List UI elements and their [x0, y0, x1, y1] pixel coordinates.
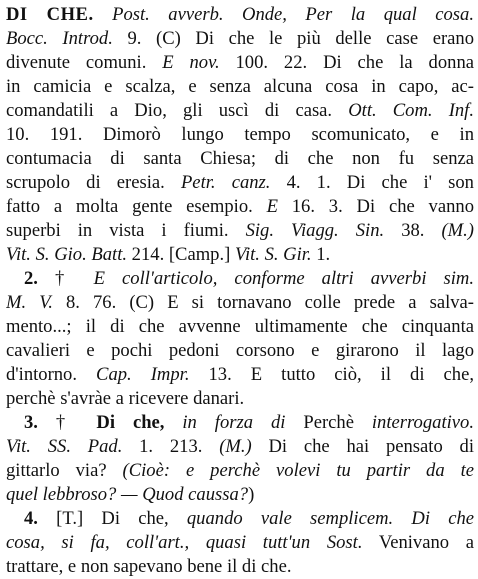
entry-text: superbi in vista i fiumi.: [6, 220, 246, 241]
entry-text: Venivano a: [362, 532, 474, 553]
entry-text: 1.: [311, 244, 331, 265]
citation-italic: Petr. canz.: [180, 172, 271, 193]
citation-italic: E: [266, 196, 278, 217]
citation-italic: Vit. S. Gio. Batt.: [6, 244, 128, 265]
entry-text: 10. 191. Dimorò lungo tempo scomunicato, e in: [6, 124, 474, 145]
citation-italic: quando vale semplicem. Di che: [186, 508, 474, 529]
entry-text: Di che hai pensato di: [251, 436, 474, 457]
citation-italic: e perchè volevi tu partir da te: [186, 460, 474, 481]
entry-text: 8. 76. (C) E si tornavano colle prede a salva-: [52, 292, 474, 313]
entry-line: [6, 339, 474, 363]
entry-text: †: [54, 268, 94, 289]
entry-line: [6, 531, 474, 555]
entry-text: ): [248, 484, 255, 505]
entry-line: [6, 147, 474, 171]
citation-italic: interrogativo.: [371, 412, 474, 433]
citation-italic: cosa, si fa, coll'art., quasi tutt'un Sost.: [6, 532, 363, 553]
citation-italic: in forza di: [182, 412, 286, 433]
entry-line: [6, 411, 474, 435]
entry-text: divenute comuni.: [6, 52, 163, 73]
sense-number: Di che,: [96, 412, 165, 433]
entry-line: [6, 291, 474, 315]
citation-italic: Ott. Com. Inf.: [348, 100, 474, 121]
entry-text: scrupolo di eresia.: [6, 172, 181, 193]
entry-text: Perchè: [285, 412, 372, 433]
entry-line: [6, 555, 474, 579]
sense-number: 3.: [24, 412, 56, 433]
citation-italic: Sig. Viagg. Sin.: [245, 220, 385, 241]
entry-text: comandatili a Dio, gli uscì di casa.: [6, 100, 349, 121]
entry-text: [94, 4, 113, 25]
entry-text: cavalieri e pochi pedoni corsono e girarono il lago: [6, 340, 474, 361]
citation-italic: Bocc. Introd.: [6, 28, 113, 49]
entry-text: 100. 22. Di che la donna: [219, 52, 474, 73]
entry-text: 1. 213.: [122, 436, 220, 457]
entry-text: 16. 3. Di che vanno: [277, 196, 474, 217]
entry-line: [6, 435, 474, 459]
entry-text: trattare, e non sapevano bene il di che.: [6, 556, 292, 577]
entry-line: [6, 3, 474, 27]
entry-text: perchè s'avràe a ricevere danari.: [6, 388, 245, 409]
citation-italic: quel lebbroso? —: [6, 484, 143, 505]
citation-italic: (M.): [441, 220, 474, 241]
entry-text: [T.] Di che,: [56, 508, 187, 529]
entry-line: [6, 219, 474, 243]
entry-text: contumacia di santa Chiesa; di che non fu senza: [6, 148, 474, 169]
entry-text: d'intorno.: [6, 364, 97, 385]
sense-number: 4.: [24, 508, 57, 529]
entry-text: [170, 460, 186, 481]
citation-italic: (M.): [219, 436, 252, 457]
entry-line: [6, 363, 474, 387]
citation-italic: E nov.: [162, 52, 220, 73]
entry-line: [6, 459, 474, 483]
dictionary-entry: [6, 3, 474, 579]
citation-italic: Quod caussa?: [142, 484, 249, 505]
citation-italic: E coll'articolo, conforme altri avverbi sim.: [93, 268, 474, 289]
entry-text: 9. (C) Di che le più delle case erano: [112, 28, 474, 49]
entry-text: †: [55, 412, 97, 433]
entry-text: 4. 1. Di che i' son: [270, 172, 474, 193]
entry-line: [6, 507, 474, 531]
entry-text: [164, 412, 182, 433]
entry-text: 38.: [384, 220, 442, 241]
entry-line: [6, 267, 474, 291]
entry-text: 214. [Camp.]: [127, 244, 235, 265]
entry-text: in camicia e scalza, e senza alcuna cosa in capo, ac-: [6, 76, 474, 97]
entry-line: [6, 171, 474, 195]
entry-line: [6, 483, 474, 507]
citation-italic: Post. avverb. Onde, Per la qual cosa.: [112, 4, 474, 25]
entry-line: [6, 51, 474, 75]
entry-line: [6, 195, 474, 219]
citation-italic: (Cioè:: [122, 460, 171, 481]
entry-line: [6, 243, 474, 267]
entry-text: fatto a molta gente esempio.: [6, 196, 267, 217]
citation-italic: Vit. S. Gir.: [234, 244, 312, 265]
entry-text: gittarlo via?: [6, 460, 123, 481]
citation-italic: Cap. Impr.: [96, 364, 190, 385]
entry-line: [6, 315, 474, 339]
headword: DI CHE.: [6, 4, 94, 25]
citation-italic: Vit. SS. Pad.: [6, 436, 123, 457]
citation-italic: M. V.: [6, 292, 53, 313]
entry-line: [6, 99, 474, 123]
sense-number: 2.: [24, 268, 55, 289]
entry-line: [6, 75, 474, 99]
entry-text: 13. E tutto ciò, il di che,: [189, 364, 474, 385]
entry-text: mento...; il di che avvenne ultimamente che cinquanta: [6, 316, 474, 337]
entry-line: [6, 27, 474, 51]
entry-line: [6, 387, 474, 411]
entry-line: [6, 123, 474, 147]
